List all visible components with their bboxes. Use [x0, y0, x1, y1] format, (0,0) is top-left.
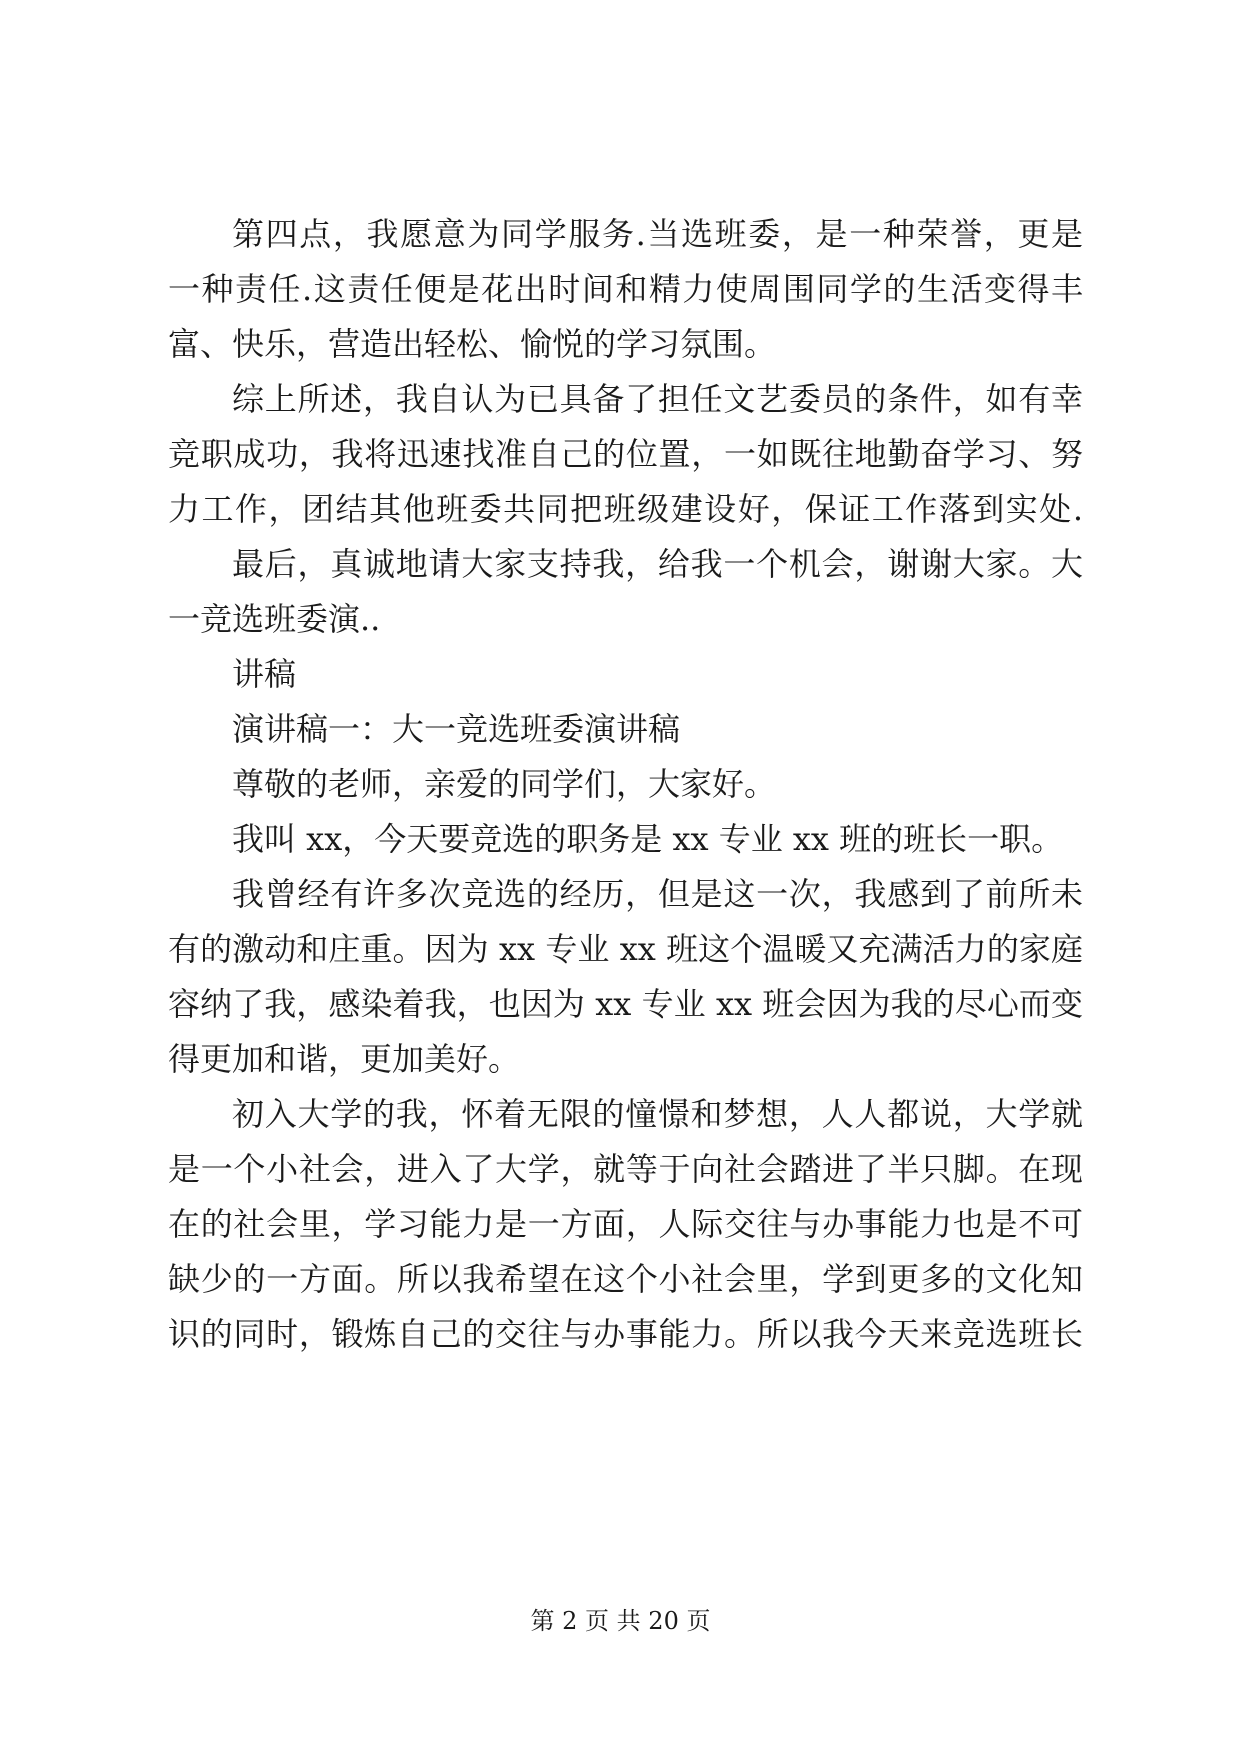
text-line: 识的同时，锻炼自己的交往与办事能力。所以我今天来竞选班长 — [168, 1315, 1083, 1353]
text-line: 一种责任.这责任便是花出时间和精力使周围同学的生活变得丰 — [168, 270, 1083, 308]
text-line: 初入大学的我，怀着无限的憧憬和梦想，人人都说，大学就 — [232, 1095, 1083, 1133]
text-line: 有的激动和庄重。因为 xx 专业 xx 班这个温暖又充满活力的家庭 — [168, 930, 1083, 968]
text-line: 容纳了我，感染着我，也因为 xx 专业 xx 班会因为我的尽心而变 — [168, 985, 1083, 1023]
text-line: 缺少的一方面。所以我希望在这个小社会里，学到更多的文化知 — [168, 1260, 1083, 1298]
text-line: 在的社会里，学习能力是一方面，人际交往与办事能力也是不可 — [168, 1205, 1083, 1243]
text-line: 是一个小社会，进入了大学，就等于向社会踏进了半只脚。在现 — [168, 1150, 1083, 1188]
text-line: 我叫 xx，今天要竞选的职务是 xx 专业 xx 班的班长一职。 — [232, 820, 1064, 858]
text-line: 尊敬的老师，亲爱的同学们，大家好。 — [232, 765, 777, 803]
text-line: 我曾经有许多次竞选的经历，但是这一次，我感到了前所未 — [232, 875, 1083, 913]
text-line: 力工作，团结其他班委共同把班级建设好，保证工作落到实处. — [168, 490, 1083, 528]
text-line: 综上所述，我自认为已具备了担任文艺委员的条件，如有幸 — [232, 380, 1083, 418]
text-line: 最后，真诚地请大家支持我，给我一个机会，谢谢大家。大 — [232, 545, 1083, 583]
text-line: 讲稿 — [232, 655, 297, 693]
text-line: 第四点，我愿意为同学服务.当选班委，是一种荣誉，更是 — [232, 215, 1083, 253]
page-number-footer: 第 2 页 共 20 页 — [530, 1607, 711, 1635]
text-line: 竞职成功，我将迅速找准自己的位置，一如既往地勤奋学习、努 — [168, 435, 1083, 473]
text-line: 得更加和谐，更加美好。 — [168, 1040, 521, 1078]
text-line: 一竞选班委演.. — [168, 600, 381, 638]
section-heading: 演讲稿一：大一竞选班委演讲稿 — [232, 710, 681, 748]
text-line: 富、快乐，营造出轻松、愉悦的学习氛围。 — [168, 325, 777, 363]
